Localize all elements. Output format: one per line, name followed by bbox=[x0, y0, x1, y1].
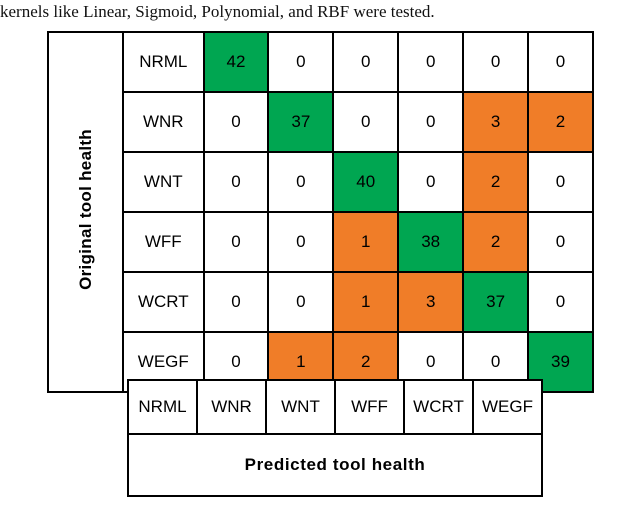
cell-1-5: 2 bbox=[528, 92, 593, 152]
col-label-2: WNT bbox=[266, 380, 335, 434]
cell-2-5: 0 bbox=[528, 152, 593, 212]
cell-4-5: 0 bbox=[528, 272, 593, 332]
figure-caption: kernels like Linear, Sigmoid, Polynomial, and RBF were tested. bbox=[0, 2, 435, 21]
cell-3-3: 38 bbox=[398, 212, 463, 272]
cell-3-1: 0 bbox=[268, 212, 333, 272]
col-label-1: WNR bbox=[197, 380, 266, 434]
confusion-matrix-table bbox=[47, 31, 594, 393]
cell-1-3: 0 bbox=[398, 92, 463, 152]
table-row bbox=[128, 434, 542, 496]
table-row bbox=[48, 32, 593, 92]
table-row bbox=[128, 380, 542, 434]
cell-2-2: 40 bbox=[333, 152, 398, 212]
row-label-2: WNT bbox=[123, 152, 203, 212]
cell-0-1: 0 bbox=[268, 32, 333, 92]
cell-3-5: 0 bbox=[528, 212, 593, 272]
cell-4-0: 0 bbox=[204, 272, 269, 332]
confusion-matrix-figure bbox=[47, 31, 594, 497]
cell-1-1: 37 bbox=[268, 92, 333, 152]
row-label-4: WCRT bbox=[123, 272, 203, 332]
table-row bbox=[48, 92, 593, 152]
cell-2-1: 0 bbox=[268, 152, 333, 212]
cell-0-4: 0 bbox=[463, 32, 528, 92]
cell-0-5: 0 bbox=[528, 32, 593, 92]
cell-5-1: 1 bbox=[268, 332, 333, 392]
cell-3-2: 1 bbox=[333, 212, 398, 272]
cell-4-1: 0 bbox=[268, 272, 333, 332]
row-label-5: WEGF bbox=[123, 332, 203, 392]
cell-2-4: 2 bbox=[463, 152, 528, 212]
table-row bbox=[48, 272, 593, 332]
y-axis-label: Original tool health bbox=[75, 129, 95, 290]
cell-1-4: 3 bbox=[463, 92, 528, 152]
cell-5-5: 39 bbox=[528, 332, 593, 392]
col-label-0: NRML bbox=[128, 380, 197, 434]
cell-3-0: 0 bbox=[204, 212, 269, 272]
cell-5-2: 2 bbox=[333, 332, 398, 392]
cell-5-0: 0 bbox=[204, 332, 269, 392]
row-label-3: WFF bbox=[123, 212, 203, 272]
cell-2-3: 0 bbox=[398, 152, 463, 212]
y-axis-label-cell bbox=[48, 32, 123, 392]
table-row bbox=[48, 212, 593, 272]
cell-0-2: 0 bbox=[333, 32, 398, 92]
x-axis-block bbox=[127, 379, 543, 497]
table-row bbox=[48, 152, 593, 212]
cell-2-0: 0 bbox=[204, 152, 269, 212]
col-label-4: WCRT bbox=[404, 380, 473, 434]
confusion-matrix-body bbox=[47, 31, 594, 393]
x-axis-table bbox=[127, 379, 543, 497]
row-label-1: WNR bbox=[123, 92, 203, 152]
cell-5-3: 0 bbox=[398, 332, 463, 392]
cell-4-3: 3 bbox=[398, 272, 463, 332]
cell-0-3: 0 bbox=[398, 32, 463, 92]
cell-1-2: 0 bbox=[333, 92, 398, 152]
x-axis-label: Predicted tool health bbox=[128, 434, 542, 496]
cell-0-0: 42 bbox=[204, 32, 269, 92]
cell-5-4: 0 bbox=[463, 332, 528, 392]
cell-4-2: 1 bbox=[333, 272, 398, 332]
col-label-5: WEGF bbox=[473, 380, 542, 434]
row-label-0: NRML bbox=[123, 32, 203, 92]
cell-3-4: 2 bbox=[463, 212, 528, 272]
col-label-3: WFF bbox=[335, 380, 404, 434]
cell-4-4: 37 bbox=[463, 272, 528, 332]
cell-1-0: 0 bbox=[204, 92, 269, 152]
